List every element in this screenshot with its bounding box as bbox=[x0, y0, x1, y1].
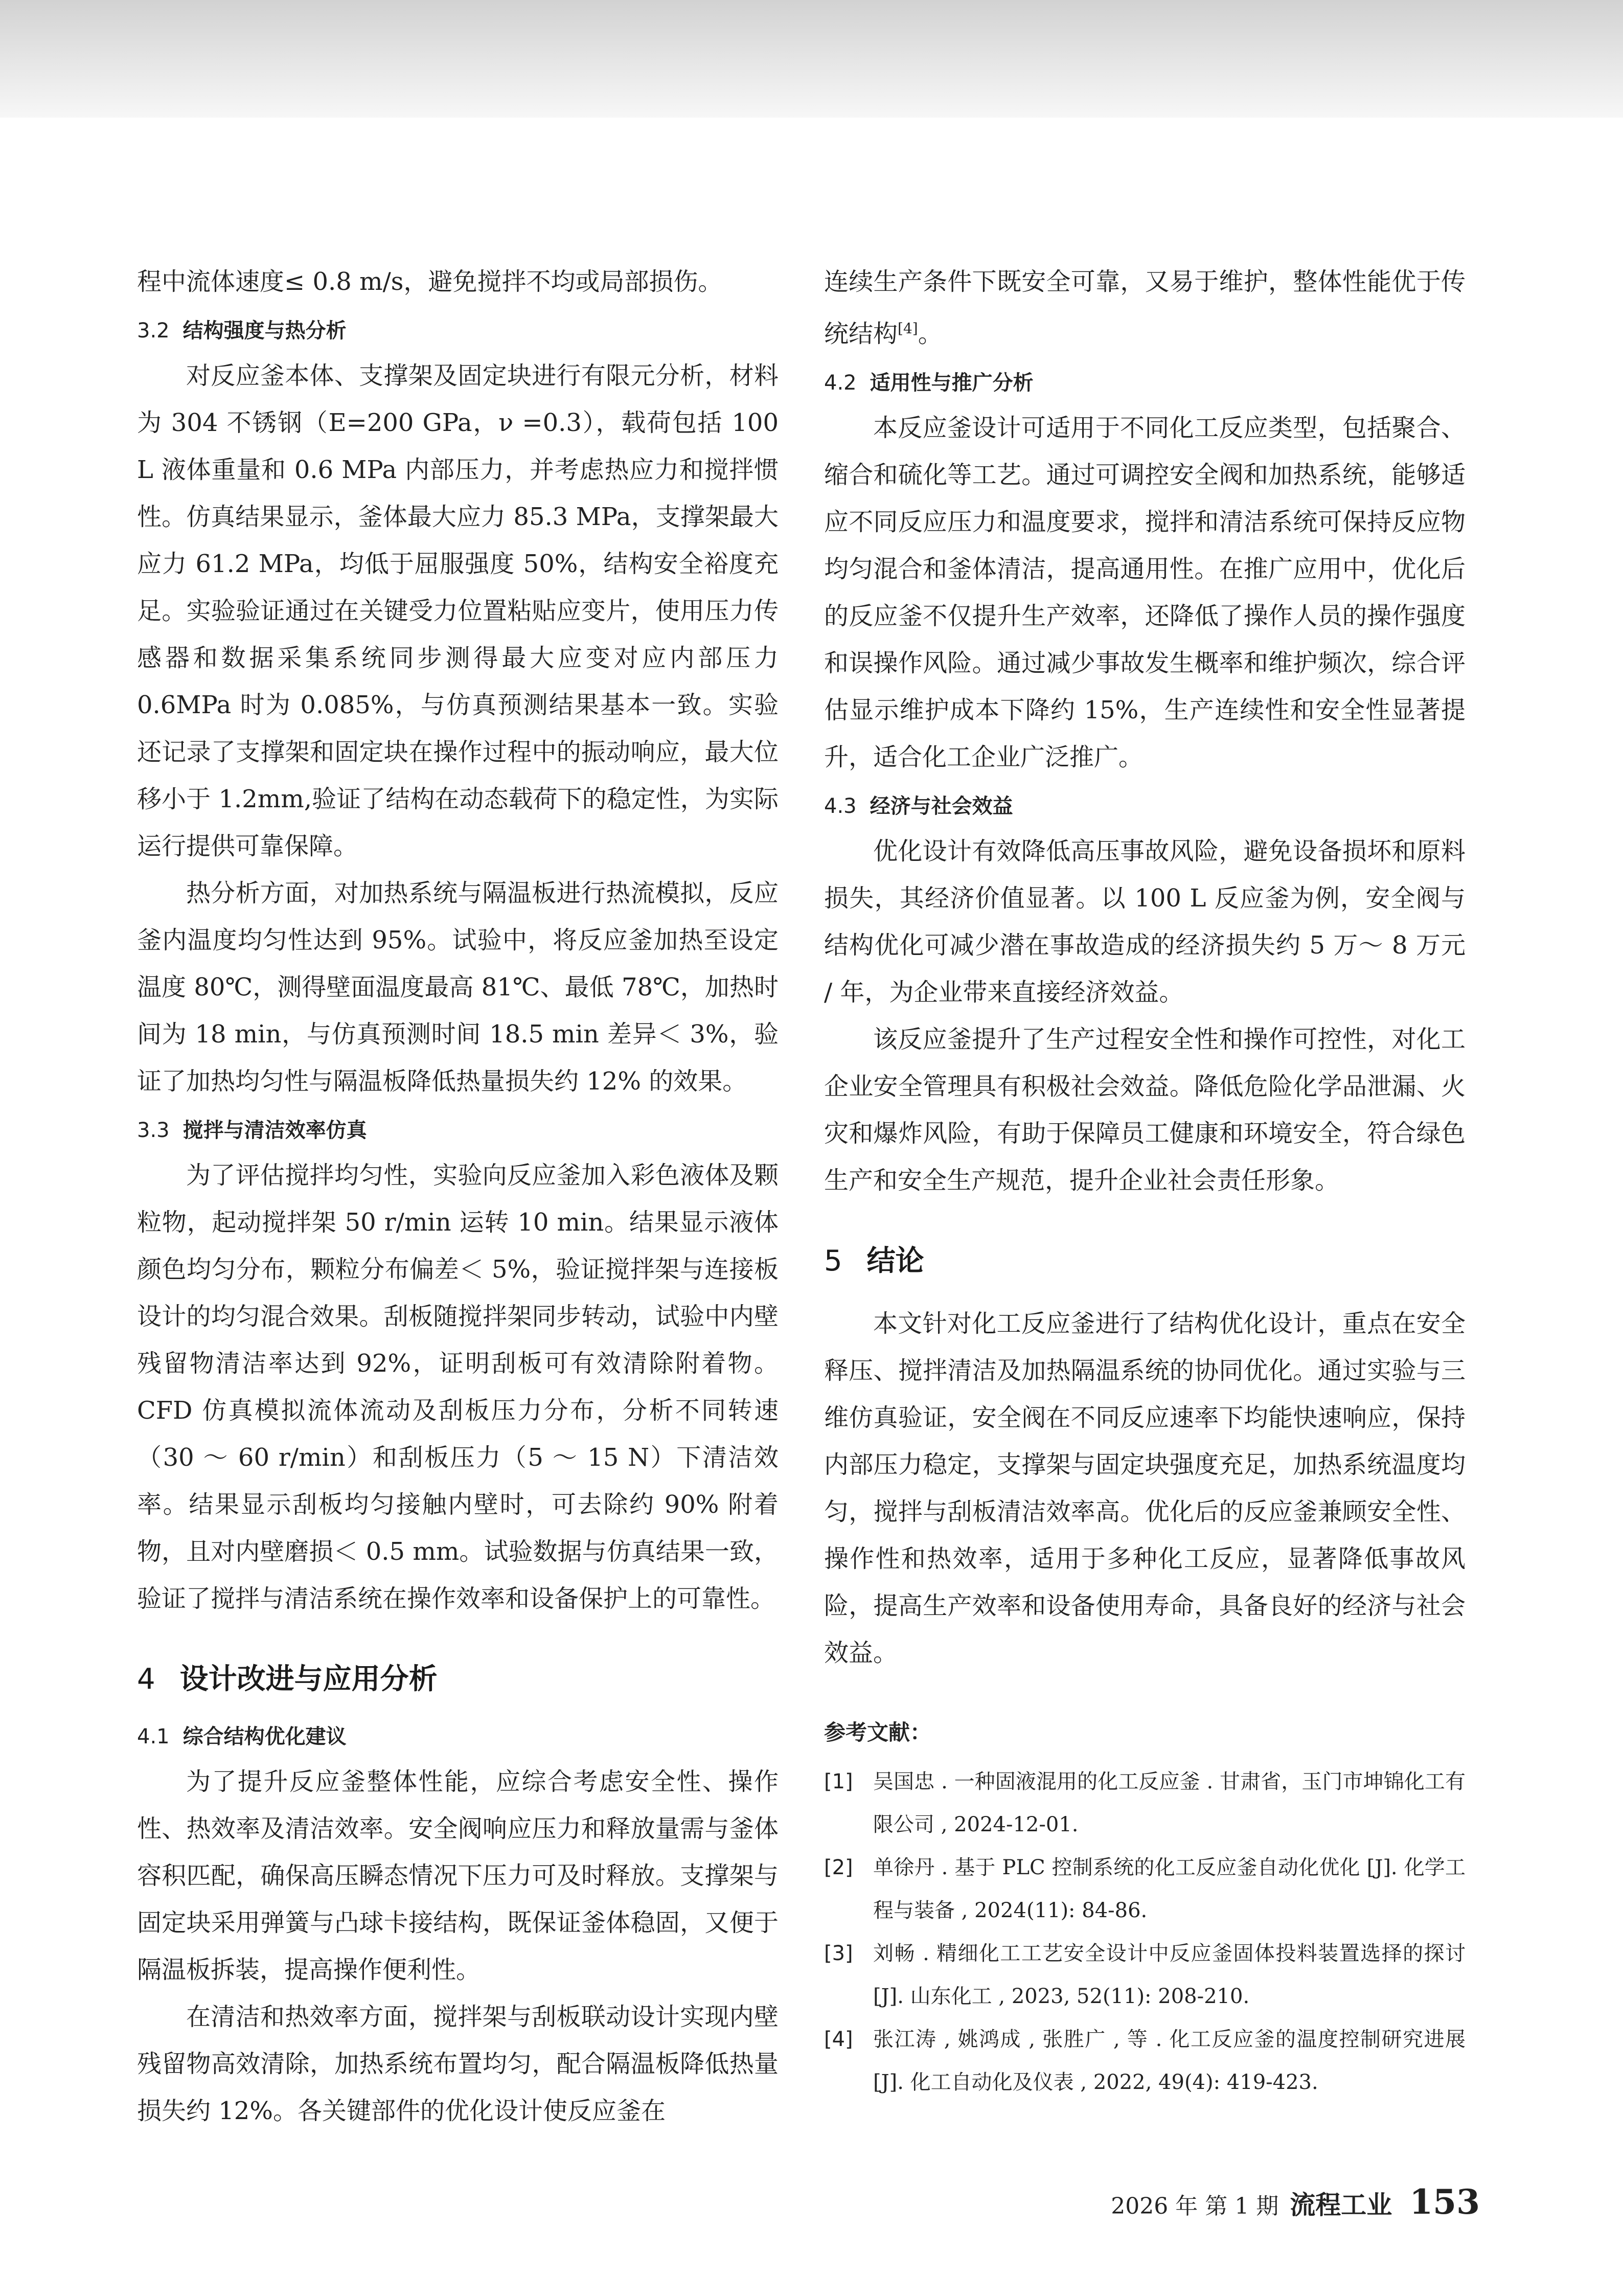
section-heading-4: 4 设计改进与应用分析 bbox=[137, 1663, 438, 1696]
paragraph: 为了评估搅拌均匀性，实验向反应釜加入彩色液体及颗粒物，起动搅拌架 50 r/min 运转 10 min。结果显示液体颜色均匀分布，颗粒分布偏差＜ 5%，验证搅拌架与连接板设计的均匀混合效果。刮板随搅拌架同步转动，试验中内壁残留物清洁率达到 92%，证明刮板可有效清除附着物。CFD 仿真模拟流体流动及刮板压力分布，分析不同转速（30 ～ 60 r/min）和刮板压力（5 ～ 15 N）下清洁效率。结果显示刮板均匀接触内壁时，可去除约 90% 附着物，且对内壁磨损＜ 0.5 mm。试验数据与仿真结果一致，验证了搅拌与清洁系统在操作效率和设备保护上的可靠性。 bbox=[137, 1161, 779, 1613]
paragraph: 连续生产条件下既安全可靠，又易于维护，整体性能优于传统结构[4]。 bbox=[824, 267, 1466, 348]
paragraph: 对反应釜本体、支撑架及固定块进行有限元分析，材料为 304 不锈钢（E=200 GPa，ν =0.3），载荷包括 100 L 液体重量和 0.6 MPa 内部压力，并考虑热应力和搅拌惯性。仿真结果显示，釜体最大应力 85.3 MPa，支撑架最大应力 61.2 MPa，均低于屈服强度 50%，结构安全裕度充足。实验验证通过在关键受力位置粘贴应变片，使用压力传感器和数据采集系统同步测得最大应变对应内部压力 0.6MPa 时为 0.085%，与仿真预测结果基本一致。实验还记录了支撑架和固定块在操作过程中的振动响应，最大位移小于 1.2mm,验证了结构在动态载荷下的稳定性，为实际运行提供可靠保障。 bbox=[137, 361, 779, 860]
citation: [4] bbox=[898, 320, 918, 337]
page-footer bbox=[1111, 2182, 1480, 2222]
top-scan-margin bbox=[0, 0, 1623, 118]
subsection-heading-3-2: 3.2 结构强度与热分析 bbox=[137, 319, 347, 343]
issue-label: 2026 年 第 1 期 bbox=[1111, 2193, 1279, 2219]
journal-name: 流程工业 bbox=[1290, 2190, 1392, 2220]
right-column bbox=[824, 258, 1466, 2104]
subsection-heading-3-3: 3.3 搅拌与清洁效率仿真 bbox=[137, 1119, 367, 1142]
paragraph: 该反应釜提升了生产过程安全性和操作可控性，对化工企业安全管理具有积极社会效益。降低危险化学品泄漏、火灾和爆炸风险，有助于保障员工健康和环境安全，符合绿色生产和安全生产规范，提升企业社会责任形象。 bbox=[824, 1025, 1466, 1195]
paragraph: 为了提升反应釜整体性能，应综合考虑安全性、操作性、热效率及清洁效率。安全阀响应压力和释放量需与釜体容积匹配，确保高压瞬态情况下压力可及时释放。支撑架与固定块采用弹簧与凸球卡接结构，既保证釜体稳固，又便于隔温板拆装，提高操作便利性。 bbox=[137, 1767, 779, 1984]
paragraph: 本反应釜设计可适用于不同化工反应类型，包括聚合、缩合和硫化等工艺。通过可调控安全阀和加热系统，能够适应不同反应压力和温度要求，搅拌和清洁系统可保持反应物均匀混合和釜体清洁，提高通用性。在推广应用中，优化后的反应釜不仅提升生产效率，还降低了操作人员的操作强度和误操作风险。通过减少事故发生概率和维护频次，综合评估显示维护成本下降约 15%，生产连续性和安全性显著提升，适合化工企业广泛推广。 bbox=[824, 414, 1466, 771]
subsection-heading-4-2: 4.2 适用性与推广分析 bbox=[824, 371, 1034, 395]
reference-item: [1] 吴国忠 . 一种固液混用的化工反应釜 . 甘肃省，玉门市坤锦化工有限公司 , 2024-12-01. bbox=[824, 1770, 1466, 1836]
subsection-heading-4-1: 4.1 综合结构优化建议 bbox=[137, 1725, 347, 1748]
reference-item: [4] 张江涛 , 姚鸿成 , 张胜广 , 等 . 化工反应釜的温度控制研究进展 [J]. 化工自动化及仪表 , 2022, 49(4): 419-423. bbox=[824, 2028, 1466, 2094]
left-column bbox=[137, 258, 779, 2134]
reference-item: [3] 刘畅 . 精细化工工艺安全设计中反应釜固体投料装置选择的探讨 [J]. 山东化工 , 2023, 52(11): 208-210. bbox=[824, 1942, 1466, 2008]
page-number: 153 bbox=[1409, 2182, 1480, 2222]
paragraph: 程中流体速度≤ 0.8 m/s，避免搅拌不均或局部损伤。 bbox=[137, 267, 723, 296]
subsection-heading-4-3: 4.3 经济与社会效益 bbox=[824, 794, 1013, 818]
references-title: 参考文献： bbox=[824, 1720, 932, 1745]
paragraph: 本文针对化工反应釜进行了结构优化设计，重点在安全释压、搅拌清洁及加热隔温系统的协同优化。通过实验与三维仿真验证，安全阀在不同反应速率下均能快速响应，保持内部压力稳定，支撑架与固定块强度充足，加热系统温度均匀，搅拌与刮板清洁效率高。优化后的反应釜兼顾安全性、操作性和热效率，适用于多种化工反应，显著降低事故风险，提高生产效率和设备使用寿命，具备良好的经济与社会效益。 bbox=[824, 1309, 1466, 1667]
paragraph: 在清洁和热效率方面，搅拌架与刮板联动设计实现内壁残留物高效清除，加热系统布置均匀，配合隔温板降低热量损失约 12%。各关键部件的优化设计使反应釜在 bbox=[137, 2003, 779, 2125]
reference-item: [2] 单徐丹 . 基于 PLC 控制系统的化工反应釜自动化优化 [J]. 化学工程与装备 , 2024(11): 84-86. bbox=[824, 1856, 1466, 1922]
paragraph: 优化设计有效降低高压事故风险，避免设备损坏和原料损失，其经济价值显著。以 100 L 反应釜为例，安全阀与结构优化可减少潜在事故造成的经济损失约 5 万～ 8 万元 / 年，为企业带来直接经济效益。 bbox=[824, 837, 1466, 1007]
paragraph: 热分析方面，对加热系统与隔温板进行热流模拟，反应釜内温度均匀性达到 95%。试验中，将反应釜加热至设定温度 80℃，测得壁面温度最高 81℃、最低 78℃，加热时间为 18 min，与仿真预测时间 18.5 min 差异＜ 3%，验证了加热均匀性与隔温板降低热量损失约 12% 的效果。 bbox=[137, 879, 779, 1096]
section-heading-5: 5 结论 bbox=[824, 1244, 924, 1278]
